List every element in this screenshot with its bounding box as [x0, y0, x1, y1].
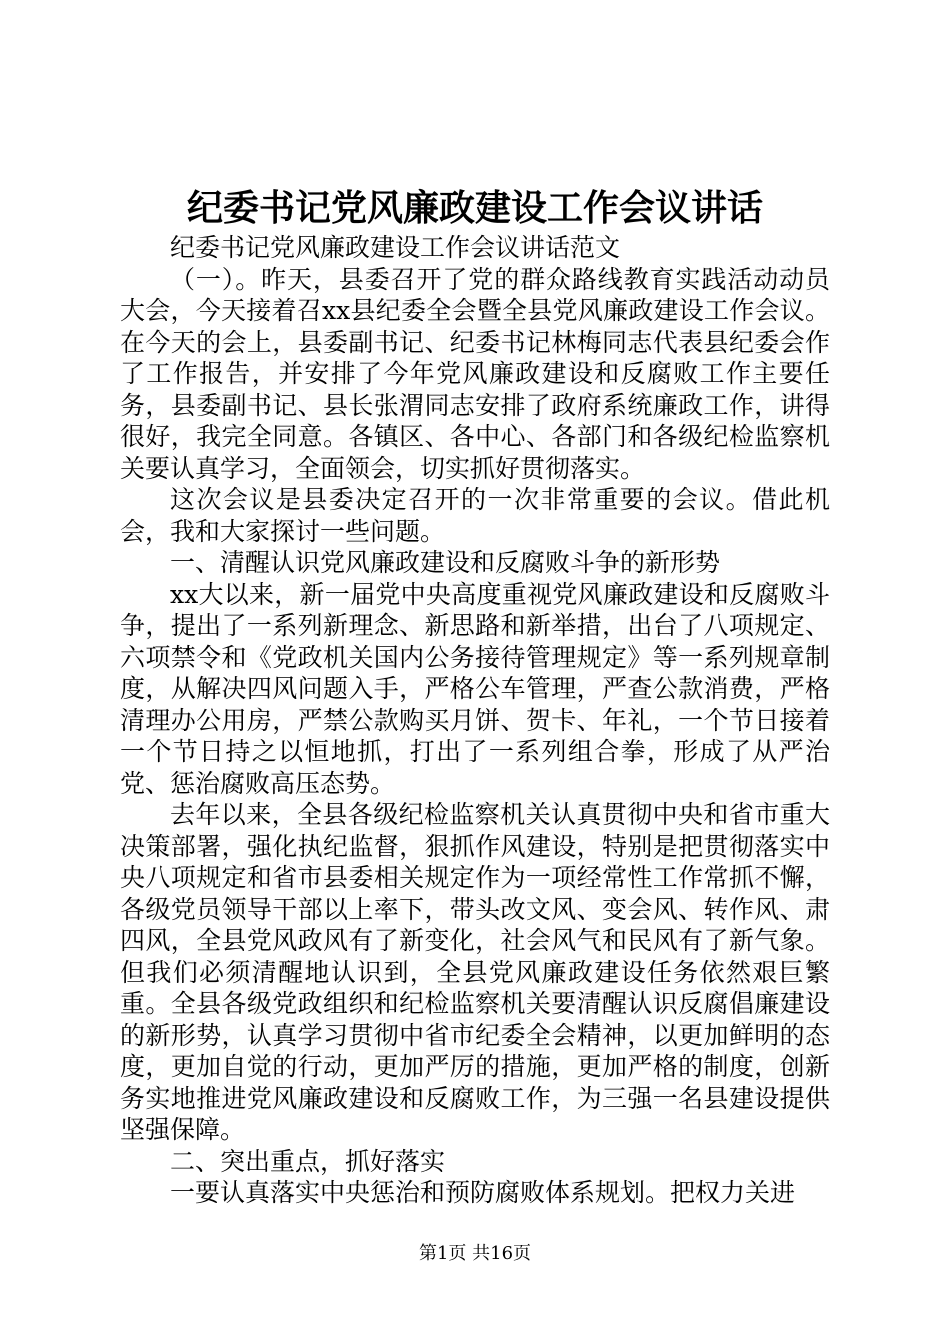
paragraph-4: 去年以来，全县各级纪检监察机关认真贯彻中央和省市重大决策部署，强化执纪监督，狠抓作风建设，特别是把贯彻落实中央八项规定和省市县委相关规定作为一项经常性工作常抓不懈，各级党员领导干部以上率下，带头改文风、变会风、转作风、肃四风，全县党风政风有了新变化，社会风气和民风有了新气象。但我们必须清醒地认识到，全县党风廉政建设任务依然艰巨繁重。全县各级党政组织和纪检监察机关要清醒认识反腐倡廉建设的新形势，认真学习贯彻中省市纪委全会精神，以更加鲜明的态度，更加自觉的行动，更加严厉的措施，更加严格的制度，创新务实地推进党风廉政建设和反腐败工作，为三强一名县建设提供坚强保障。 [120, 800, 830, 1144]
document-body [120, 232, 830, 1209]
section-heading-2: 二、突出重点，抓好落实 [170, 1146, 446, 1176]
document-title: 纪委书记党风廉政建设工作会议讲话 [186, 187, 763, 229]
paragraph-1: （一）。昨天，县委召开了党的群众路线教育实践活动动员大会，今天接着召xx县纪委全会暨全县党风廉政建设工作会议。在今天的会上，县委副书记、纪委书记林梅同志代表县纪委会作了工作报告，并安排了今年党风廉政建设和反腐败工作主要任务，县委副书记、县长张渭同志安排了政府系统廉政工作，讲得很好，我完全同意。各镇区、各中心、各部门和各级纪检监察机关要认真学习，全面领会，切实抓好贯彻落实。 [120, 264, 830, 483]
paragraph-3: xx大以来，新一届党中央高度重视党风廉政建设和反腐败斗争，提出了一系列新理念、新思路和新举措，出台了八项规定、六项禁令和《党政机关国内公务接待管理规定》等一系列规章制度，从解决四风问题入手，严格公车管理，严查公款消费，严格清理办公用房，严禁公款购买月饼、贺卡、年礼，一个节日接着一个节日持之以恒地抓，打出了一系列组合拳，形成了从严治党、惩治腐败高压态势。 [120, 579, 830, 798]
paragraph-subtitle: 纪委书记党风廉政建设工作会议讲话范文 [170, 233, 621, 262]
paragraph-5: 一要认真落实中央惩治和预防腐败体系规划。把权力关进 [170, 1178, 796, 1207]
section-heading-1: 一、清醒认识党风廉政建设和反腐败斗争的新形势 [170, 548, 721, 577]
page-number-footer: 第1页 共16页 [418, 1243, 532, 1264]
paragraph-2: 这次会议是县委决定召开的一次非常重要的会议。借此机会，我和大家探讨一些问题。 [120, 485, 830, 546]
